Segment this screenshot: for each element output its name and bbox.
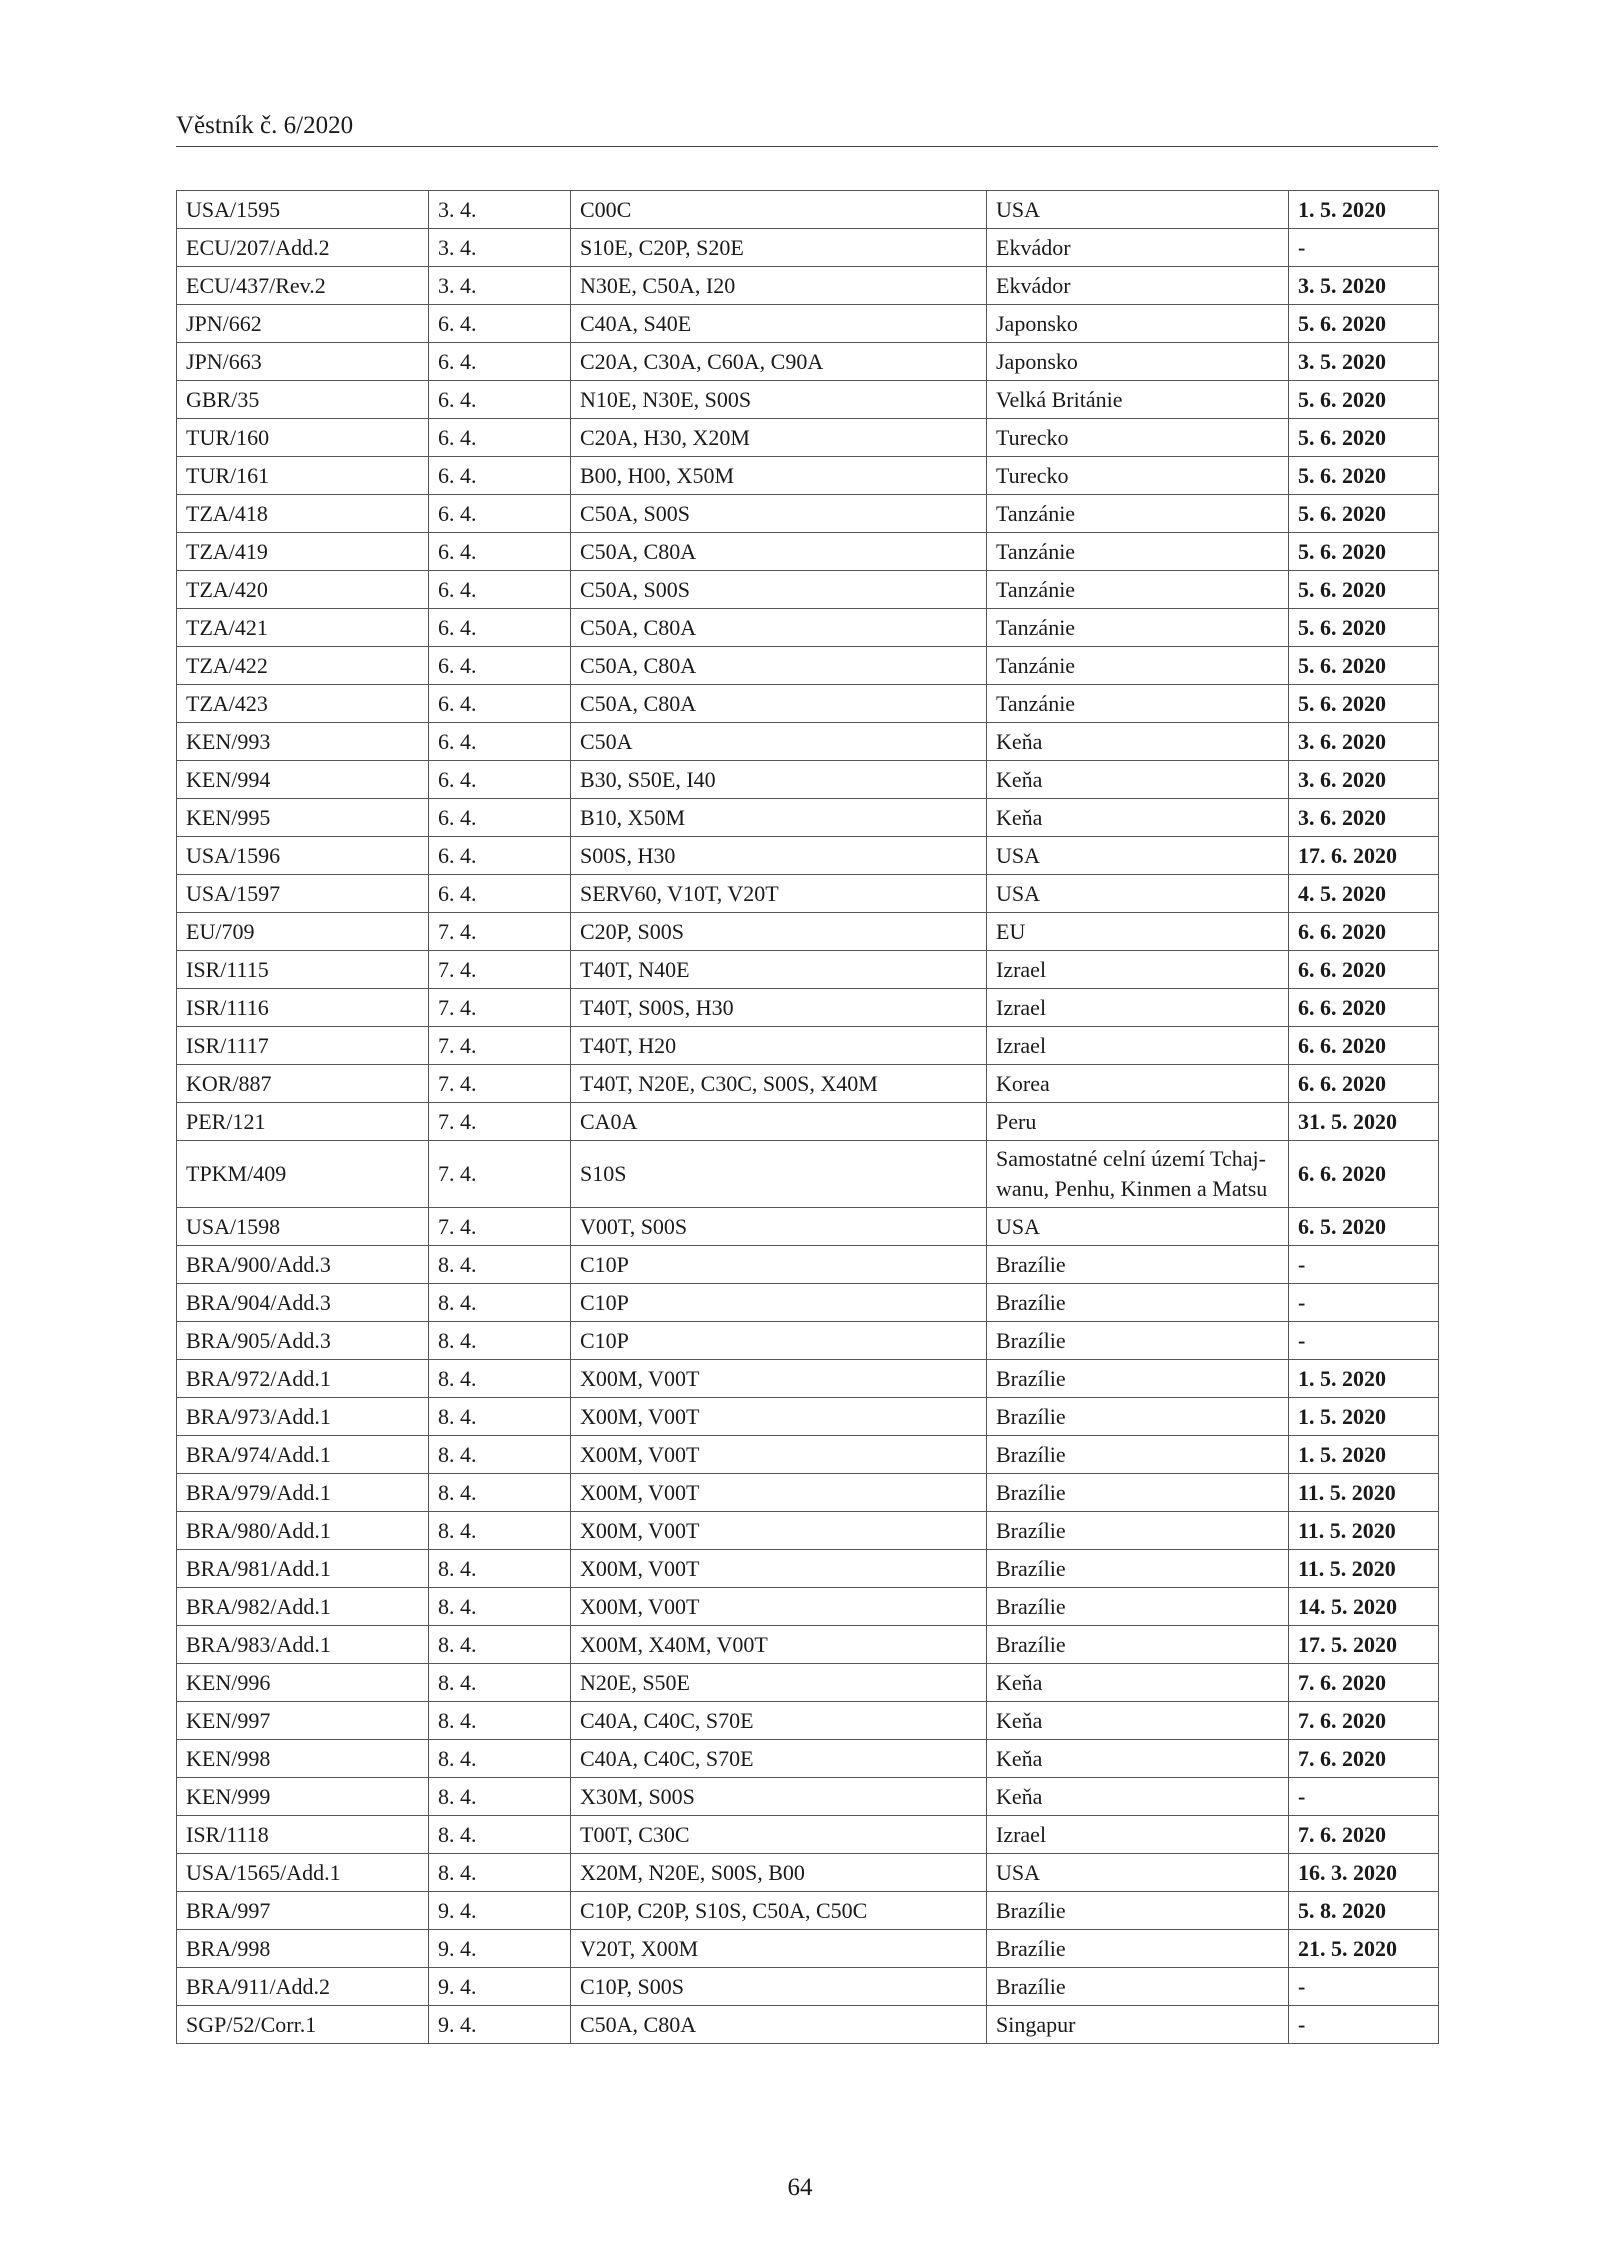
date-cell: 7. 4. <box>429 1103 571 1141</box>
table-row <box>177 1360 1439 1398</box>
codes-cell: C40A, C40C, S70E <box>571 1702 987 1740</box>
country-cell: Brazílie <box>987 1968 1289 2006</box>
country-cell: Izrael <box>987 1027 1289 1065</box>
deadline-cell: - <box>1289 1968 1439 2006</box>
codes-cell: X00M, X40M, V00T <box>571 1626 987 1664</box>
deadline-cell: 1. 5. 2020 <box>1289 1360 1439 1398</box>
country-cell: Korea <box>987 1065 1289 1103</box>
symbol-cell: USA/1565/Add.1 <box>177 1854 429 1892</box>
country-cell: Brazílie <box>987 1474 1289 1512</box>
country-cell: Turecko <box>987 419 1289 457</box>
table-row <box>177 1027 1439 1065</box>
date-cell: 8. 4. <box>429 1626 571 1664</box>
symbol-cell: KEN/999 <box>177 1778 429 1816</box>
symbol-cell: KEN/997 <box>177 1702 429 1740</box>
codes-cell: V20T, X00M <box>571 1930 987 1968</box>
country-cell: Tanzánie <box>987 571 1289 609</box>
symbol-cell: TZA/423 <box>177 685 429 723</box>
codes-cell: N10E, N30E, S00S <box>571 381 987 419</box>
table-row <box>177 989 1439 1027</box>
date-cell: 6. 4. <box>429 305 571 343</box>
codes-cell: SERV60, V10T, V20T <box>571 875 987 913</box>
date-cell: 8. 4. <box>429 1740 571 1778</box>
deadline-cell: 6. 6. 2020 <box>1289 1027 1439 1065</box>
date-cell: 8. 4. <box>429 1550 571 1588</box>
symbol-cell: PER/121 <box>177 1103 429 1141</box>
table-row <box>177 191 1439 229</box>
date-cell: 8. 4. <box>429 1816 571 1854</box>
table-row <box>177 1065 1439 1103</box>
date-cell: 8. 4. <box>429 1246 571 1284</box>
deadline-cell: 5. 6. 2020 <box>1289 571 1439 609</box>
codes-cell: C50A, C80A <box>571 647 987 685</box>
deadline-cell: 3. 5. 2020 <box>1289 267 1439 305</box>
table-row <box>177 685 1439 723</box>
date-cell: 7. 4. <box>429 1065 571 1103</box>
deadline-cell: 3. 6. 2020 <box>1289 723 1439 761</box>
deadline-cell: 5. 6. 2020 <box>1289 457 1439 495</box>
codes-cell: C50A, C80A <box>571 2006 987 2044</box>
date-cell: 6. 4. <box>429 571 571 609</box>
symbol-cell: BRA/900/Add.3 <box>177 1246 429 1284</box>
codes-cell: C10P, S00S <box>571 1968 987 2006</box>
table-row <box>177 1702 1439 1740</box>
deadline-cell: 16. 3. 2020 <box>1289 1854 1439 1892</box>
symbol-cell: TZA/422 <box>177 647 429 685</box>
table-row <box>177 1103 1439 1141</box>
deadline-cell: 6. 6. 2020 <box>1289 951 1439 989</box>
table-row <box>177 913 1439 951</box>
symbol-cell: KOR/887 <box>177 1065 429 1103</box>
symbol-cell: BRA/974/Add.1 <box>177 1436 429 1474</box>
symbol-cell: BRA/904/Add.3 <box>177 1284 429 1322</box>
table-row <box>177 1816 1439 1854</box>
table-row <box>177 2006 1439 2044</box>
table-row <box>177 571 1439 609</box>
country-cell: Brazílie <box>987 1512 1289 1550</box>
country-cell: Peru <box>987 1103 1289 1141</box>
deadline-cell: - <box>1289 2006 1439 2044</box>
country-cell: Tanzánie <box>987 495 1289 533</box>
deadline-cell: 5. 6. 2020 <box>1289 495 1439 533</box>
codes-cell: C50A, C80A <box>571 609 987 647</box>
table-row <box>177 457 1439 495</box>
deadline-cell: 1. 5. 2020 <box>1289 1398 1439 1436</box>
deadline-cell: - <box>1289 1246 1439 1284</box>
codes-cell: X00M, V00T <box>571 1512 987 1550</box>
table-row <box>177 1626 1439 1664</box>
codes-cell: C50A, S00S <box>571 495 987 533</box>
country-cell: Izrael <box>987 1816 1289 1854</box>
country-cell: USA <box>987 837 1289 875</box>
symbol-cell: TZA/420 <box>177 571 429 609</box>
table-row <box>177 229 1439 267</box>
symbol-cell: KEN/994 <box>177 761 429 799</box>
date-cell: 8. 4. <box>429 1588 571 1626</box>
date-cell: 3. 4. <box>429 229 571 267</box>
deadline-cell: 5. 6. 2020 <box>1289 419 1439 457</box>
date-cell: 8. 4. <box>429 1398 571 1436</box>
deadline-cell: 3. 6. 2020 <box>1289 761 1439 799</box>
symbol-cell: ISR/1115 <box>177 951 429 989</box>
date-cell: 9. 4. <box>429 1892 571 1930</box>
symbol-cell: BRA/979/Add.1 <box>177 1474 429 1512</box>
symbol-cell: ISR/1117 <box>177 1027 429 1065</box>
table-row <box>177 1322 1439 1360</box>
table-row <box>177 305 1439 343</box>
symbol-cell: ECU/207/Add.2 <box>177 229 429 267</box>
table-row <box>177 761 1439 799</box>
codes-cell: T00T, C30C <box>571 1816 987 1854</box>
country-cell: Turecko <box>987 457 1289 495</box>
symbol-cell: KEN/993 <box>177 723 429 761</box>
symbol-cell: BRA/980/Add.1 <box>177 1512 429 1550</box>
date-cell: 8. 4. <box>429 1322 571 1360</box>
country-cell: EU <box>987 913 1289 951</box>
deadline-cell: 5. 6. 2020 <box>1289 685 1439 723</box>
country-cell: Brazílie <box>987 1284 1289 1322</box>
codes-cell: N30E, C50A, I20 <box>571 267 987 305</box>
deadline-cell: - <box>1289 1284 1439 1322</box>
country-cell: Brazílie <box>987 1398 1289 1436</box>
date-cell: 7. 4. <box>429 1141 571 1208</box>
symbol-cell: ISR/1118 <box>177 1816 429 1854</box>
country-cell: Ekvádor <box>987 229 1289 267</box>
date-cell: 8. 4. <box>429 1702 571 1740</box>
codes-cell: C00C <box>571 191 987 229</box>
symbol-cell: BRA/982/Add.1 <box>177 1588 429 1626</box>
symbol-cell: BRA/983/Add.1 <box>177 1626 429 1664</box>
country-cell: Keňa <box>987 1664 1289 1702</box>
codes-cell: B00, H00, X50M <box>571 457 987 495</box>
deadline-cell: 5. 6. 2020 <box>1289 533 1439 571</box>
country-cell: USA <box>987 1208 1289 1246</box>
symbol-cell: BRA/997 <box>177 1892 429 1930</box>
country-cell: Samostatné celní území Tchaj-wanu, Penhu, Kinmen a Matsu <box>987 1141 1289 1208</box>
symbol-cell: BRA/981/Add.1 <box>177 1550 429 1588</box>
symbol-cell: GBR/35 <box>177 381 429 419</box>
deadline-cell: 5. 6. 2020 <box>1289 305 1439 343</box>
date-cell: 6. 4. <box>429 799 571 837</box>
table-row <box>177 1778 1439 1816</box>
symbol-cell: ISR/1116 <box>177 989 429 1027</box>
country-cell: Keňa <box>987 723 1289 761</box>
codes-cell: T40T, S00S, H30 <box>571 989 987 1027</box>
symbol-cell: JPN/662 <box>177 305 429 343</box>
table-body <box>177 191 1439 2044</box>
deadline-cell: 11. 5. 2020 <box>1289 1512 1439 1550</box>
table-row <box>177 723 1439 761</box>
deadline-cell: 14. 5. 2020 <box>1289 1588 1439 1626</box>
country-cell: Brazílie <box>987 1930 1289 1968</box>
codes-cell: S00S, H30 <box>571 837 987 875</box>
country-cell: Brazílie <box>987 1550 1289 1588</box>
codes-cell: CA0A <box>571 1103 987 1141</box>
deadline-cell: 6. 5. 2020 <box>1289 1208 1439 1246</box>
table-row <box>177 951 1439 989</box>
deadline-cell: 17. 6. 2020 <box>1289 837 1439 875</box>
codes-cell: X00M, V00T <box>571 1398 987 1436</box>
codes-cell: T40T, N40E <box>571 951 987 989</box>
country-cell: Velká Británie <box>987 381 1289 419</box>
table-row <box>177 647 1439 685</box>
symbol-cell: TUR/160 <box>177 419 429 457</box>
country-cell: Keňa <box>987 761 1289 799</box>
table-row <box>177 419 1439 457</box>
date-cell: 6. 4. <box>429 647 571 685</box>
symbol-cell: USA/1597 <box>177 875 429 913</box>
date-cell: 8. 4. <box>429 1360 571 1398</box>
symbol-cell: TZA/418 <box>177 495 429 533</box>
page-header: Věstník č. 6/2020 <box>176 112 354 139</box>
table-row <box>177 609 1439 647</box>
date-cell: 8. 4. <box>429 1778 571 1816</box>
codes-cell: C10P <box>571 1284 987 1322</box>
symbol-cell: BRA/911/Add.2 <box>177 1968 429 2006</box>
date-cell: 6. 4. <box>429 837 571 875</box>
country-cell: Brazílie <box>987 1360 1289 1398</box>
codes-cell: C10P <box>571 1246 987 1284</box>
symbol-cell: TPKM/409 <box>177 1141 429 1208</box>
country-cell: USA <box>987 1854 1289 1892</box>
codes-cell: C50A, C80A <box>571 533 987 571</box>
symbol-cell: TZA/421 <box>177 609 429 647</box>
country-cell: Tanzánie <box>987 647 1289 685</box>
deadline-cell: 6. 6. 2020 <box>1289 1141 1439 1208</box>
date-cell: 7. 4. <box>429 1027 571 1065</box>
date-cell: 6. 4. <box>429 343 571 381</box>
date-cell: 3. 4. <box>429 267 571 305</box>
date-cell: 8. 4. <box>429 1664 571 1702</box>
symbol-cell: SGP/52/Corr.1 <box>177 2006 429 2044</box>
symbol-cell: BRA/973/Add.1 <box>177 1398 429 1436</box>
table-row <box>177 1246 1439 1284</box>
date-cell: 6. 4. <box>429 381 571 419</box>
table-row <box>177 1740 1439 1778</box>
country-cell: Brazílie <box>987 1588 1289 1626</box>
codes-cell: C50A <box>571 723 987 761</box>
country-cell: Brazílie <box>987 1626 1289 1664</box>
symbol-cell: ECU/437/Rev.2 <box>177 267 429 305</box>
date-cell: 6. 4. <box>429 875 571 913</box>
codes-cell: N20E, S50E <box>571 1664 987 1702</box>
deadline-cell: 3. 5. 2020 <box>1289 343 1439 381</box>
date-cell: 8. 4. <box>429 1436 571 1474</box>
date-cell: 7. 4. <box>429 913 571 951</box>
table-row <box>177 1284 1439 1322</box>
codes-cell: X00M, V00T <box>571 1360 987 1398</box>
date-cell: 7. 4. <box>429 951 571 989</box>
deadline-cell: 17. 5. 2020 <box>1289 1626 1439 1664</box>
country-cell: Brazílie <box>987 1892 1289 1930</box>
codes-cell: X30M, S00S <box>571 1778 987 1816</box>
symbol-cell: TUR/161 <box>177 457 429 495</box>
date-cell: 9. 4. <box>429 1968 571 2006</box>
codes-cell: B30, S50E, I40 <box>571 761 987 799</box>
deadline-cell: 3. 6. 2020 <box>1289 799 1439 837</box>
date-cell: 6. 4. <box>429 761 571 799</box>
symbol-cell: KEN/996 <box>177 1664 429 1702</box>
table-row <box>177 533 1439 571</box>
symbol-cell: BRA/998 <box>177 1930 429 1968</box>
country-cell: Izrael <box>987 951 1289 989</box>
deadline-cell: 7. 6. 2020 <box>1289 1816 1439 1854</box>
country-cell: Keňa <box>987 1778 1289 1816</box>
country-cell: Brazílie <box>987 1436 1289 1474</box>
codes-cell: C40A, C40C, S70E <box>571 1740 987 1778</box>
table-row <box>177 1208 1439 1246</box>
country-cell: Japonsko <box>987 305 1289 343</box>
table-row <box>177 875 1439 913</box>
date-cell: 8. 4. <box>429 1284 571 1322</box>
country-cell: Keňa <box>987 1702 1289 1740</box>
country-cell: Tanzánie <box>987 685 1289 723</box>
deadline-cell: - <box>1289 1778 1439 1816</box>
codes-cell: X00M, V00T <box>571 1436 987 1474</box>
codes-cell: C10P <box>571 1322 987 1360</box>
date-cell: 6. 4. <box>429 533 571 571</box>
table-row <box>177 1968 1439 2006</box>
codes-cell: T40T, H20 <box>571 1027 987 1065</box>
table-row <box>177 1930 1439 1968</box>
date-cell: 7. 4. <box>429 1208 571 1246</box>
country-cell: Tanzánie <box>987 609 1289 647</box>
date-cell: 8. 4. <box>429 1474 571 1512</box>
deadline-cell: 6. 6. 2020 <box>1289 989 1439 1027</box>
table-row <box>177 1664 1439 1702</box>
table-row <box>177 343 1439 381</box>
date-cell: 6. 4. <box>429 419 571 457</box>
deadline-cell: 5. 6. 2020 <box>1289 381 1439 419</box>
date-cell: 3. 4. <box>429 191 571 229</box>
table-row <box>177 1854 1439 1892</box>
deadline-cell: 6. 6. 2020 <box>1289 913 1439 951</box>
country-cell: Singapur <box>987 2006 1289 2044</box>
table-row <box>177 1892 1439 1930</box>
deadline-cell: 6. 6. 2020 <box>1289 1065 1439 1103</box>
symbol-cell: EU/709 <box>177 913 429 951</box>
codes-cell: X20M, N20E, S00S, B00 <box>571 1854 987 1892</box>
country-cell: Brazílie <box>987 1246 1289 1284</box>
symbol-cell: KEN/995 <box>177 799 429 837</box>
symbol-cell: BRA/905/Add.3 <box>177 1322 429 1360</box>
table-row <box>177 1550 1439 1588</box>
date-cell: 8. 4. <box>429 1854 571 1892</box>
date-cell: 6. 4. <box>429 685 571 723</box>
date-cell: 9. 4. <box>429 1930 571 1968</box>
table-row <box>177 837 1439 875</box>
date-cell: 6. 4. <box>429 609 571 647</box>
deadline-cell: 7. 6. 2020 <box>1289 1702 1439 1740</box>
codes-cell: T40T, N20E, C30C, S00S, X40M <box>571 1065 987 1103</box>
codes-cell: C50A, S00S <box>571 571 987 609</box>
codes-cell: S10S <box>571 1141 987 1208</box>
country-cell: Ekvádor <box>987 267 1289 305</box>
date-cell: 6. 4. <box>429 457 571 495</box>
deadline-cell: - <box>1289 1322 1439 1360</box>
date-cell: 8. 4. <box>429 1512 571 1550</box>
deadline-cell: - <box>1289 229 1439 267</box>
symbol-cell: USA/1595 <box>177 191 429 229</box>
deadline-cell: 21. 5. 2020 <box>1289 1930 1439 1968</box>
deadline-cell: 5. 8. 2020 <box>1289 1892 1439 1930</box>
deadline-cell: 11. 5. 2020 <box>1289 1474 1439 1512</box>
date-cell: 6. 4. <box>429 495 571 533</box>
codes-cell: C40A, S40E <box>571 305 987 343</box>
deadline-cell: 5. 6. 2020 <box>1289 609 1439 647</box>
table-row <box>177 1512 1439 1550</box>
deadline-cell: 7. 6. 2020 <box>1289 1740 1439 1778</box>
country-cell: Tanzánie <box>987 533 1289 571</box>
table-row <box>177 1588 1439 1626</box>
date-cell: 9. 4. <box>429 2006 571 2044</box>
deadline-cell: 31. 5. 2020 <box>1289 1103 1439 1141</box>
table-row <box>177 495 1439 533</box>
table-row <box>177 799 1439 837</box>
deadline-cell: 4. 5. 2020 <box>1289 875 1439 913</box>
country-cell: Izrael <box>987 989 1289 1027</box>
symbol-cell: USA/1598 <box>177 1208 429 1246</box>
table-row <box>177 1436 1439 1474</box>
codes-cell: C20A, H30, X20M <box>571 419 987 457</box>
notifications-table <box>176 190 1439 2044</box>
codes-cell: X00M, V00T <box>571 1588 987 1626</box>
country-cell: Japonsko <box>987 343 1289 381</box>
date-cell: 6. 4. <box>429 723 571 761</box>
table-row <box>177 1474 1439 1512</box>
deadline-cell: 11. 5. 2020 <box>1289 1550 1439 1588</box>
deadline-cell: 5. 6. 2020 <box>1289 647 1439 685</box>
country-cell: Brazílie <box>987 1322 1289 1360</box>
codes-cell: C50A, C80A <box>571 685 987 723</box>
codes-cell: V00T, S00S <box>571 1208 987 1246</box>
deadline-cell: 7. 6. 2020 <box>1289 1664 1439 1702</box>
codes-cell: C20A, C30A, C60A, C90A <box>571 343 987 381</box>
symbol-cell: BRA/972/Add.1 <box>177 1360 429 1398</box>
table-row <box>177 267 1439 305</box>
codes-cell: X00M, V00T <box>571 1474 987 1512</box>
country-cell: Keňa <box>987 1740 1289 1778</box>
deadline-cell: 1. 5. 2020 <box>1289 1436 1439 1474</box>
country-cell: USA <box>987 875 1289 913</box>
page-number: 64 <box>787 2174 813 2201</box>
codes-cell: B10, X50M <box>571 799 987 837</box>
table-row <box>177 1398 1439 1436</box>
header-divider <box>176 146 1438 147</box>
codes-cell: S10E, C20P, S20E <box>571 229 987 267</box>
codes-cell: X00M, V00T <box>571 1550 987 1588</box>
country-cell: Keňa <box>987 799 1289 837</box>
symbol-cell: KEN/998 <box>177 1740 429 1778</box>
symbol-cell: USA/1596 <box>177 837 429 875</box>
table-row <box>177 381 1439 419</box>
codes-cell: C10P, C20P, S10S, C50A, C50C <box>571 1892 987 1930</box>
symbol-cell: TZA/419 <box>177 533 429 571</box>
codes-cell: C20P, S00S <box>571 913 987 951</box>
symbol-cell: JPN/663 <box>177 343 429 381</box>
country-cell: USA <box>987 191 1289 229</box>
table-row <box>177 1141 1439 1208</box>
deadline-cell: 1. 5. 2020 <box>1289 191 1439 229</box>
date-cell: 7. 4. <box>429 989 571 1027</box>
